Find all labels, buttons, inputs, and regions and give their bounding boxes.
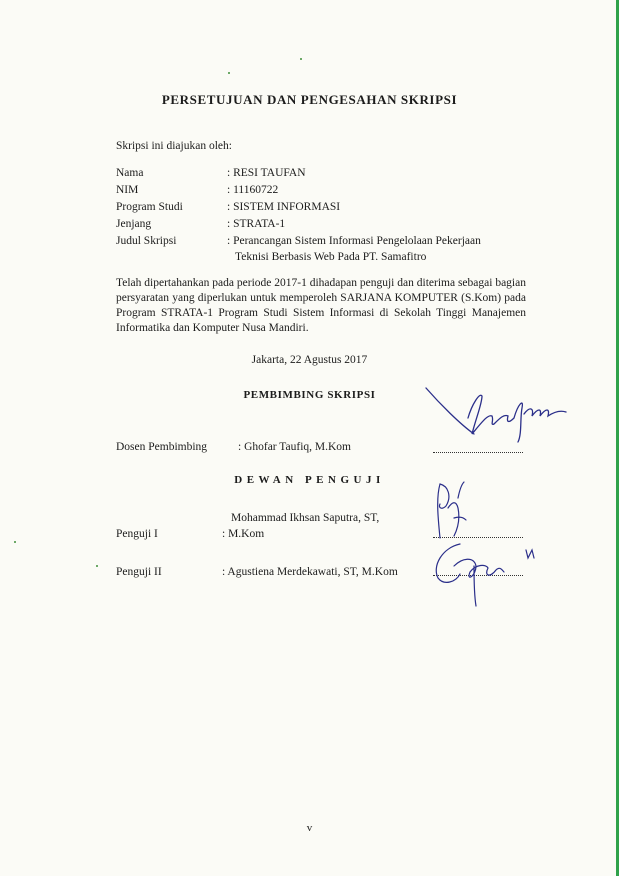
- field-label-nim: NIM: [116, 184, 139, 196]
- advisor-signature: [420, 374, 570, 454]
- advisor-label: Dosen Pembimbing: [116, 441, 208, 453]
- advisor-name: : Ghofar Taufiq, M.Kom: [238, 441, 352, 453]
- field-value-program-studi: : SISTEM INFORMASI: [227, 201, 341, 213]
- intro-text: Skripsi ini diajukan oleh:: [116, 140, 232, 152]
- examiner-1-name: Mohammad Ikhsan Saputra, ST,: [231, 512, 380, 524]
- examiners-heading: DEWAN PENGUJI: [234, 474, 385, 486]
- field-value-jenjang: : STRATA-1: [227, 218, 286, 230]
- approval-statement: Telah dipertahankan pada periode 2017-1 dihadapan penguji dan diterima sebagai bagian persyaratan yang diperlukan untuk memperoleh SARJANA KOMPUTER (S.Kom) pada Program STRATA-1 Program Studi Sistem Informasi di Sekolah Tinggi Manajemen Informatika dan Komputer Nusa Mandiri.: [116, 277, 526, 334]
- page-number: v: [306, 822, 313, 834]
- field-label-program-studi: Program Studi: [116, 201, 183, 213]
- advisor-heading: PEMBIMBING SKRIPSI: [243, 389, 376, 401]
- field-value-judul: : Perancangan Sistem Informasi Pengelolaan Pekerjaan: [227, 235, 481, 247]
- place-date: Jakarta, 22 Agustus 2017: [251, 354, 368, 366]
- examiner-2-signature: [430, 536, 540, 608]
- scan-speck: [300, 58, 302, 60]
- field-label-nama: Nama: [116, 167, 144, 179]
- examiner-2-label: Penguji II: [116, 566, 162, 578]
- field-value-judul-cont: Teknisi Berbasis Web Pada PT. Samafitro: [235, 251, 427, 263]
- document-title: PERSETUJUAN DAN PENGESAHAN SKRIPSI: [161, 92, 458, 107]
- field-label-judul: Judul Skripsi: [116, 235, 177, 247]
- field-label-jenjang: Jenjang: [116, 218, 152, 230]
- examiner-1-label: Penguji I: [116, 528, 158, 540]
- examiner-2-name: : Agustiena Merdekawati, ST, M.Kom: [222, 566, 398, 578]
- scan-speck: [96, 565, 98, 567]
- field-value-nim: : 11160722: [227, 184, 279, 196]
- field-value-nama: : RESI TAUFAN: [227, 167, 306, 179]
- scan-speck: [228, 72, 230, 74]
- examiner-1-title: : M.Kom: [222, 528, 265, 540]
- scan-speck: [14, 541, 16, 543]
